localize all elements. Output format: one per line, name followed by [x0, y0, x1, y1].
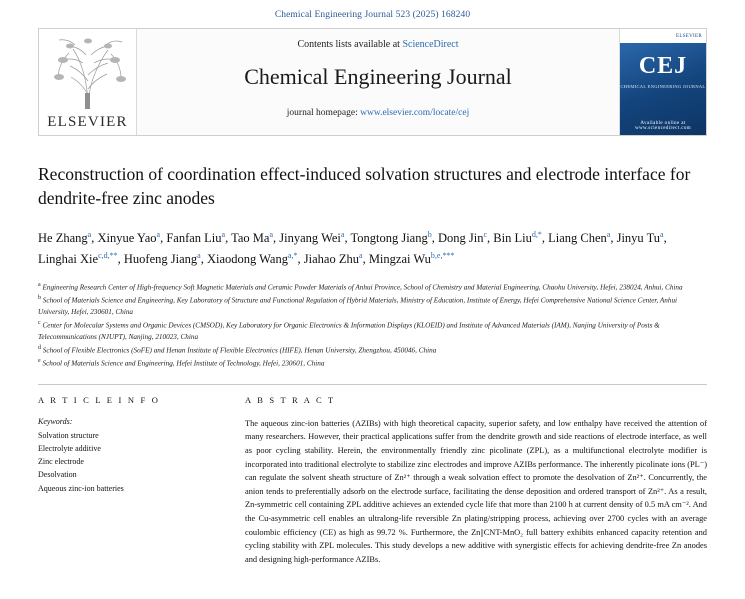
keyword-item: Electrolyte additive	[38, 444, 101, 454]
affiliation-row	[38, 281, 707, 294]
author-name: Xinyue Yao	[97, 231, 157, 246]
author-name: Jiahao Zhu	[303, 251, 359, 266]
abstract-text: The aqueous zinc-ion batteries (AZIBs) with high theoretical capacity, superior safety, and low enthalpy have received the attention of many researchers. However, their practical applications suffer from the dendrite growth and side reactions of electrode interface, as well as poor cycling stability. Herein, the environmentally friendly zinc picolinate (ZPL), as a multifunctional electrolyte modifier is incorporated into traditional electrolyte to stabilize zinc electrodes and improve AZIBs performance. The inherently picolinate ions (PL⁻) can regulate the solvent sheath structure of Zn²⁺ through a weak solvation effect to promote the desolvation of Zn²⁺. Concurrently, the anion tends to preferentially adsorb on the electrode surface, facilitating the dense deposition and ordered transport of Zn²⁺. As a result, Zn-symmetric cell containing ZPL additive achieves an extended cycle life that more than 2100 h at current density of 0.5 mA cm⁻². And the Cu-asymmetric cell enables an ultralong-life reversible Zn plating/stripping process, achieving over 2700 cycles with an average coulombic efficiency (CE) as high as 99.72 %. Furthermore, the Zn||CNT-MnO₂ full battery exhibits enhanced capacity retention and cycling stability with ZPL molecules. This study develops a new additive with synergistic effects for achieving dendrite-free Zn anodes and designing high-performance AZIBs.	[245, 418, 707, 564]
affiliation-row	[38, 294, 707, 318]
author-affiliation-mark: a	[606, 230, 611, 240]
info-abstract-columns	[38, 395, 707, 567]
author-name: Huofeng Jiang	[123, 251, 198, 266]
elsevier-tree-icon	[39, 33, 137, 111]
affiliation-list	[38, 281, 707, 370]
page-title: Reconstruction of coordination effect-induced solvation structures and electrode interface for dendrite-free zinc anodes	[38, 164, 691, 209]
title-block	[38, 162, 707, 210]
affiliation-row	[38, 344, 707, 357]
cover-badge: CEJ	[638, 53, 688, 79]
cover-subtitle: CHEMICAL ENGINEERING JOURNAL	[620, 84, 706, 89]
author-name: Fanfan Liu	[166, 231, 222, 246]
author-name: Xiaodong Wang	[206, 251, 288, 266]
affiliation-mark: a	[38, 281, 41, 288]
journal-cover-thumbnail	[619, 29, 706, 135]
affiliation-mark: b	[38, 295, 41, 302]
author-affiliation-mark: a	[660, 230, 664, 240]
cover-bottom-label: Available online at www.sciencedirect.com	[634, 121, 692, 131]
abstract-heading: A B S T R A C T	[245, 394, 336, 405]
affiliation-row	[38, 357, 707, 370]
author-affiliation-mark: a	[197, 250, 201, 260]
contents-prefix: Contents lists available at	[297, 39, 400, 50]
keyword-item: Aqueous zinc-ion batteries	[38, 483, 124, 493]
cover-art	[620, 29, 706, 135]
affiliation-text: Center for Molecular Systems and Organic Devices (CMSOD), Key Laboratory for Organic Electronics & Information Displays (KLOEID) and Institute of Advanced Materials (IAM), Nanjing University of Posts & Telecommunications (NJUPT), Nanjing, 210023, China	[38, 321, 660, 341]
affiliation-text: School of Materials Science and Engineering, Key Laboratory of Structure and Functional Regulation of Hybrid Materials, Ministry of Education, Institute of Energy, Hefei Comprehensive National Science Center, Anhui University, Hefei, 230601, China	[38, 296, 678, 316]
author-affiliation-mark: a	[359, 250, 363, 260]
author-name: Jinyu Tu	[616, 231, 661, 246]
homepage-prefix: journal homepage:	[286, 108, 358, 118]
publisher-name: ELSEVIER	[47, 114, 128, 130]
journal-title: Chemical Engineering Journal	[244, 64, 512, 89]
affiliation-mark: c	[38, 320, 41, 327]
sciencedirect-link[interactable]: ScienceDirect	[402, 39, 459, 50]
author-name: Liang Chen	[548, 231, 607, 246]
author-affiliation-mark: c	[483, 230, 488, 240]
author-affiliation-mark: d,*	[531, 230, 542, 240]
affiliation-row	[38, 319, 707, 343]
author-affiliation-mark: a	[87, 230, 92, 240]
masthead-center	[137, 29, 619, 135]
author-name: Bin Liu	[493, 231, 532, 246]
contents-line	[137, 39, 619, 50]
running-head: Chemical Engineering Journal 523 (2025) 168240	[274, 10, 471, 20]
cover-top-label: ELSEVIER	[620, 29, 706, 43]
author-affiliation-mark: a	[221, 230, 226, 240]
author-name: Tongtong Jiang	[350, 231, 428, 246]
author-affiliation-mark: a	[156, 230, 161, 240]
keyword-item: Desolvation	[38, 470, 77, 480]
abstract-column	[245, 395, 707, 567]
affiliation-mark: e	[38, 358, 41, 365]
keyword-list	[38, 429, 223, 495]
author-list: He Zhang$^a$, Xinyue Yao$^a$, Fanfan Liu$^a$, Tao Ma$^a$, Jinyang Wei$^a$, Tongtong Jiang$^b$, Dong Jin$^c$, Bin Liu$^{d,*}$, Liang Chen$^a$, Jinyu Tu$^a$, Linghai Xie$^{c,d,**}$, Huofeng Jiang$^a$, Xiaodong Wang$^{a,*}$, Jiahao Zhu$^a$, Mingzai $Wu^{b,e,***}$	[38, 230, 667, 266]
article-info-heading: A R T I C L E I N F O	[38, 394, 161, 405]
affiliation-text: Engineering Research Center of High-frequency Soft Magnetic Materials and Ceramic Powder Materials of Anhui Province, School of Chemistry and Material Engineering, Chaohu University, Hefei, 238024, Anhui, China	[40, 283, 683, 292]
affiliation-text: School of Materials Science and Engineering, Hefei Institute of Technology, Hefei, 230601, China	[40, 359, 325, 368]
author-affiliation-mark: a	[340, 230, 345, 240]
journal-masthead	[38, 28, 707, 136]
author-name: Dong Jin	[437, 231, 484, 246]
keyword-item: Solvation structure	[38, 430, 99, 440]
author-affiliation-mark: a,*	[287, 250, 298, 260]
author-name: Tao Ma	[231, 231, 270, 246]
journal-homepage-link[interactable]: www.elsevier.com/locate/cej	[360, 108, 470, 118]
keyword-item: Zinc electrode	[38, 457, 84, 467]
author-name: Jinyang Wei	[279, 231, 341, 246]
homepage-line	[137, 108, 619, 118]
author-name: Linghai Xie	[38, 251, 99, 266]
affiliation-text: School of Flexible Electronics (SoFE) and Henan Institute of Flexible Electronics (HIFE), Henan University, Zhengzhou, 450046, China	[41, 346, 437, 355]
author-affiliation-mark: b	[427, 230, 432, 240]
author-affiliation-mark: b,e,***	[430, 250, 455, 260]
affiliation-mark: d	[38, 344, 41, 351]
author-name: He Zhang	[38, 231, 88, 246]
author-name: Mingzai Wu	[368, 251, 431, 266]
divider	[38, 384, 707, 385]
publisher-logo	[39, 29, 137, 135]
article-info-column	[38, 395, 223, 567]
author-affiliation-mark: c,d,**	[98, 250, 118, 260]
author-affiliation-mark: a	[269, 230, 274, 240]
keywords-label: Keywords:	[38, 416, 73, 426]
